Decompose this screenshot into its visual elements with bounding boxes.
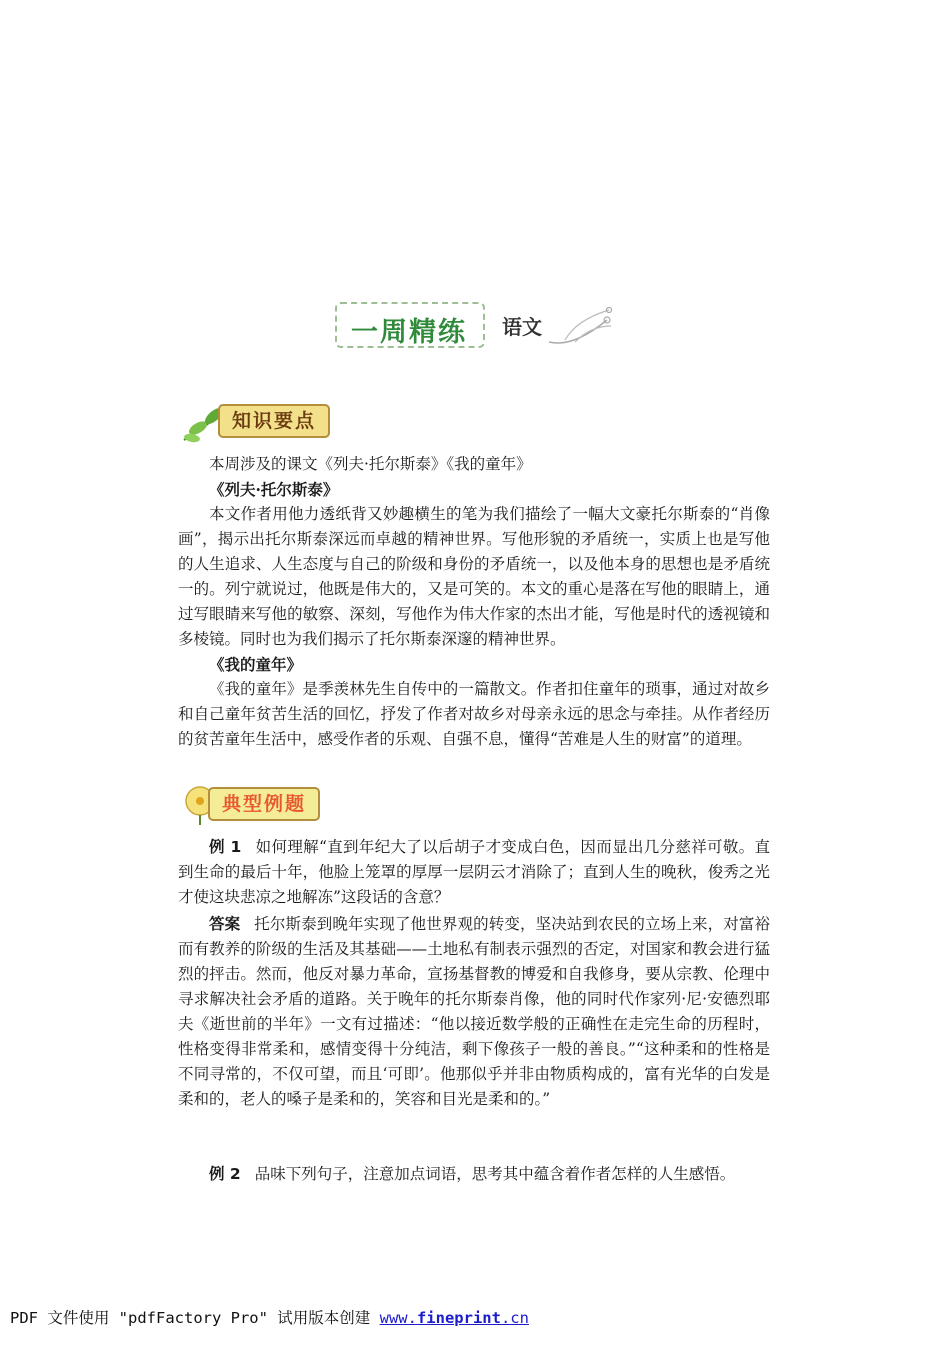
article-text-tolstoy: 本文作者用他力透纸背又妙趣横生的笔为我们描绘了一幅大文豪托尔斯泰的“肖像画”，揭示出托尔斯泰深远而卓越的精神世界。写他形貌的矛盾统一，实质上也是写他的人生追求、人生态度与自己的阶级和身份的矛盾统一，以及他本身的思想也是矛盾统一的。列宁就说过，他既是伟大的，又是可笑的。本文的重心是落在写他的眼睛上，通过写眼睛来写他的敏察、深刻，写他作为伟大作家的杰出才能，写他是时代的透视镜和多棱镜。同时也为我们揭示了托尔斯泰深邃的精神世界。 xyxy=(178,505,770,648)
header-subject: 语文 xyxy=(502,315,542,339)
answer xyxy=(178,912,770,1112)
answer-label: 答案 xyxy=(209,915,241,933)
example-1-label: 例 1 xyxy=(209,838,242,856)
intro-line: 本周涉及的课文《列夫·托尔斯泰》《我的童年》 xyxy=(209,455,532,473)
section-badge: 知识要点 xyxy=(218,404,330,438)
header-title: 一周精练 xyxy=(351,317,467,348)
article-text-childhood: 《我的童年》是季羡林先生自传中的一篇散文。作者扣住童年的琐事，通过对故乡和自己童年贫苦生活的回忆，抒发了作者对故乡对母亲永远的思念与牵挂。从作者经历的贫苦童年生活中，感受作者的乐观、自强不息，懂得“苦难是人生的财富”的道理。 xyxy=(178,680,770,748)
article-title-childhood: 《我的童年》 xyxy=(209,655,303,674)
answer-text: 托尔斯泰到晚年实现了他世界观的转变，坚决站到农民的立场上来，对富裕而有教养的阶级的生活及其基础——土地私有制表示强烈的否定，对国家和教会进行猛烈的抨击。然而，他反对暴力革命，宣扬基督教的博爱和自我修身，要从宗教、伦理中寻求解决社会矛盾的道路。关于晚年的托尔斯泰肖像，他的同时代作家列·尼·安德烈耶夫《逝世前的半年》一文有过描述：“他以接近数学般的正确性在走完生命的历程时，性格变得非常柔和，感情变得十分纯洁，剩下像孩子一般的善良。”“这种柔和的性格是不同寻常的，不仅可望，而且‘可即’。他那似乎并非由物质构成的，富有光华的白发是柔和的，老人的嗓子是柔和的，笑容和目光是柔和的。” xyxy=(178,915,770,1108)
section-knowledge-points xyxy=(180,400,360,444)
section-badge: 典型例题 xyxy=(208,787,320,821)
example-2-question: 品味下列句子，注意加点词语，思考其中蕴含着作者怎样的人生感悟。 xyxy=(254,1165,736,1183)
example-1-question: 如何理解“直到年纪大了以后胡子才变成白色，因而显出几分慈祥可敬。直到生命的最后十年，他脸上笼罩的厚厚一层阴云才消除了；直到人生的晚秋，俊秀之光才使这块悲凉之地解冻”这段话的含意？ xyxy=(178,838,770,906)
footer-text: PDF 文件使用 "pdfFactory Pro" 试用版本创建 xyxy=(10,1309,380,1327)
example-2-label: 例 2 xyxy=(209,1165,241,1183)
example-2-block xyxy=(178,1162,770,1187)
header-title-frame xyxy=(335,302,485,348)
article-title-tolstoy: 《列夫·托尔斯泰》 xyxy=(209,480,339,499)
knowledge-points-body xyxy=(178,452,770,752)
section-typical-examples xyxy=(180,783,360,827)
flourish-ornament-icon xyxy=(545,302,615,350)
pdf-footer xyxy=(10,1306,529,1328)
examples-body xyxy=(178,835,770,1112)
fineprint-link[interactable]: www.fineprint.cn xyxy=(379,1309,529,1327)
example-2 xyxy=(178,1162,770,1187)
header-banner xyxy=(335,300,615,356)
example-1 xyxy=(178,835,770,910)
